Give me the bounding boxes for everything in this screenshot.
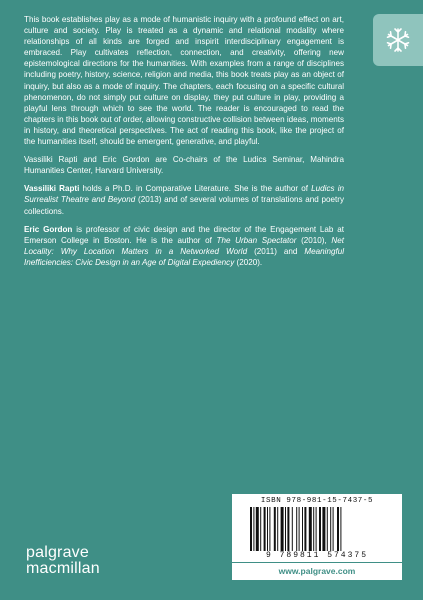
book-title: The Urban Spectator bbox=[216, 235, 297, 245]
publisher-line1: palgrave bbox=[26, 544, 89, 561]
book-title: Meaningful Inefficiencies: Civic Design in an Age of Digital Expediency bbox=[24, 246, 345, 267]
barcode-box bbox=[232, 494, 402, 562]
barcode-digits: 9 789811 574375 bbox=[265, 551, 368, 560]
barcode-bars bbox=[250, 507, 384, 551]
bio-text: holds a Ph.D. in Comparative Literature. She is the author of bbox=[79, 184, 312, 194]
bio-text: (2020). bbox=[234, 257, 263, 267]
bio-text: (2013) and of several volumes of translations and poetry collections. bbox=[24, 195, 345, 216]
palgrave-badge bbox=[373, 14, 423, 66]
blurb bbox=[24, 14, 344, 275]
bio-rapti bbox=[24, 183, 344, 216]
book-title: Ludics in Surrealist Theatre and Beyond bbox=[24, 184, 344, 205]
publisher-logo bbox=[26, 545, 100, 577]
website-link[interactable]: www.palgrave.com bbox=[232, 563, 402, 580]
bio-text: (2011) and bbox=[247, 246, 305, 256]
editors-note: Vassiliki Rapti and Eric Gordon are Co-chairs of the Ludics Seminar, Mahindra Humanities Center, Harvard University. bbox=[24, 155, 344, 176]
bio-text: (2010), bbox=[296, 235, 332, 245]
author-name: Eric Gordon bbox=[24, 224, 73, 234]
author-name: Vassiliki Rapti bbox=[24, 184, 80, 194]
isbn-label: ISBN 978-981-15-7437-5 bbox=[260, 497, 374, 505]
bio-gordon bbox=[24, 224, 344, 268]
bio-text: is professor of civic design and the director of the Engagement Lab at Emerson College in Boston. He is the author of bbox=[24, 224, 344, 245]
blurb-paragraph: This book establishes play as a mode of humanistic inquiry with a profound effect on art, culture and society. Play is treated as a dynamic and relational modality where relationships of all kinds are forged and inspirit interdisciplinary engagement is embraced. Play cultivates reflection, connection, and creativity, offering new epistemological directions for the humanities. With examples from a range of disciplines including poetry, history, science, religion and media, this book treats play as an object of inquiry, but also as a mode of inquiry. The chapters, each focusing on a specific cultural phenomenon, do not simply put culture on display, they put culture in play, providing a playful lens through which to see the world. The reader is encouraged to read the chapters in this book out of order, allowing constructive collision between ideas, moments in history, and theoretical perspectives. The act of reading this book, like the project of the humanities itself, should be emergent, generative, and playful. bbox=[24, 15, 344, 147]
book-title: Net Locality: Why Location Matters in a Networked World bbox=[24, 235, 344, 256]
publisher-line2: macmillan bbox=[26, 560, 100, 577]
palgrave-snowflake-icon bbox=[384, 26, 412, 54]
